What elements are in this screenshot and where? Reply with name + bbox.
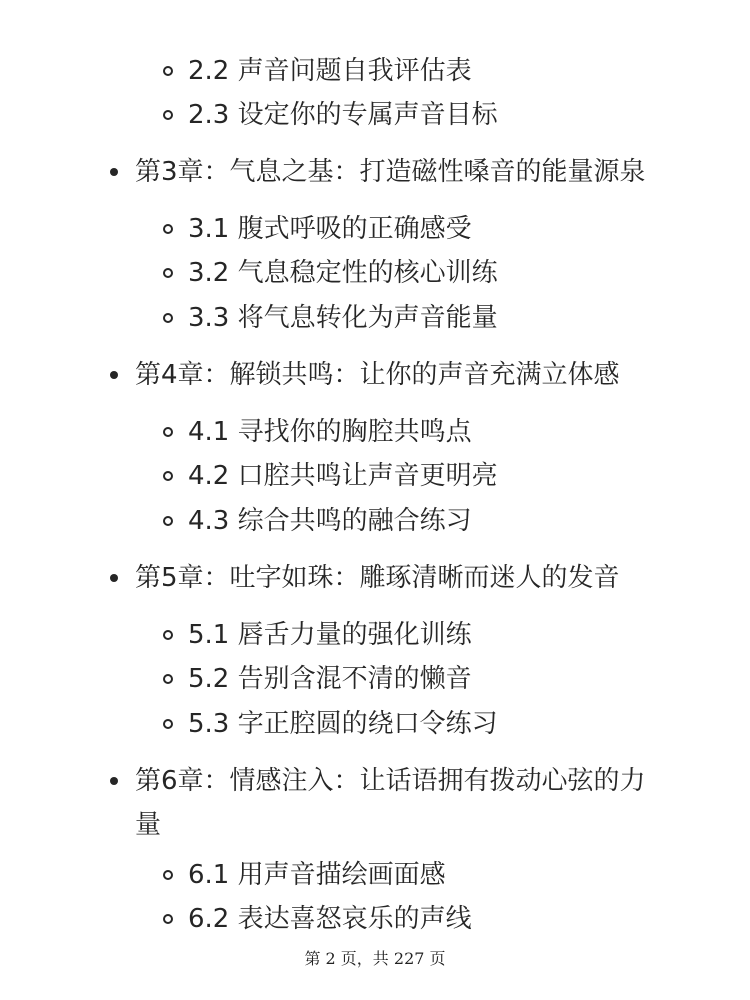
page-number-footer: 第 2 页，共 227 页 (304, 949, 446, 968)
sub-bullet-icon (163, 870, 173, 880)
toc-chapter-6[interactable] (135, 759, 675, 847)
sub-bullet-icon (163, 110, 173, 120)
toc-chapter-5[interactable]: 第5章：吐字如珠：雕琢清晰而迷人的发音 (135, 563, 620, 593)
toc-section-3-1[interactable]: 3.1 腹式呼吸的正确感受 (188, 214, 472, 244)
toc-section-2-2[interactable]: 2.2 声音问题自我评估表 (188, 56, 472, 86)
toc-chapter-3[interactable]: 第3章：气息之基：打造磁性嗓音的能量源泉 (135, 157, 646, 187)
toc-section-3-2[interactable]: 3.2 气息稳定性的核心训练 (188, 258, 498, 288)
toc-section-5-3[interactable]: 5.3 字正腔圆的绕口令练习 (188, 709, 498, 739)
toc-section-6-1[interactable]: 6.1 用声音描绘画面感 (188, 860, 446, 890)
sub-bullet-icon (163, 224, 173, 234)
toc-section-6-2[interactable]: 6.2 表达喜怒哀乐的声线 (188, 904, 472, 934)
sub-bullet-icon (163, 66, 173, 76)
toc-section-5-2[interactable]: 5.2 告别含混不清的懒音 (188, 664, 472, 694)
chapter-bullet-icon (110, 168, 118, 176)
toc-section-2-3[interactable]: 2.3 设定你的专属声音目标 (188, 100, 498, 130)
toc-section-3-3[interactable]: 3.3 将气息转化为声音能量 (188, 303, 498, 333)
toc-section-4-2[interactable]: 4.2 口腔共鸣让声音更明亮 (188, 461, 498, 491)
sub-bullet-icon (163, 630, 173, 640)
chapter-bullet-icon (110, 777, 118, 785)
sub-bullet-icon (163, 674, 173, 684)
sub-bullet-icon (163, 471, 173, 481)
toc-section-4-3[interactable]: 4.3 综合共鸣的融合练习 (188, 506, 472, 536)
chapter-bullet-icon (110, 371, 118, 379)
sub-bullet-icon (163, 313, 173, 323)
toc-section-4-1[interactable]: 4.1 寻找你的胸腔共鸣点 (188, 417, 472, 447)
sub-bullet-icon (163, 427, 173, 437)
sub-bullet-icon (163, 719, 173, 729)
toc-chapter-6-line-1: 第6章：情感注入：让话语拥有拨动心弦的力 (135, 766, 646, 796)
sub-bullet-icon (163, 516, 173, 526)
toc-section-5-1[interactable]: 5.1 唇舌力量的强化训练 (188, 620, 472, 650)
toc-chapter-4[interactable]: 第4章：解锁共鸣：让你的声音充满立体感 (135, 360, 620, 390)
sub-bullet-icon (163, 268, 173, 278)
sub-bullet-icon (163, 914, 173, 924)
chapter-bullet-icon (110, 574, 118, 582)
toc-chapter-6-line-2: 量 (135, 810, 162, 840)
